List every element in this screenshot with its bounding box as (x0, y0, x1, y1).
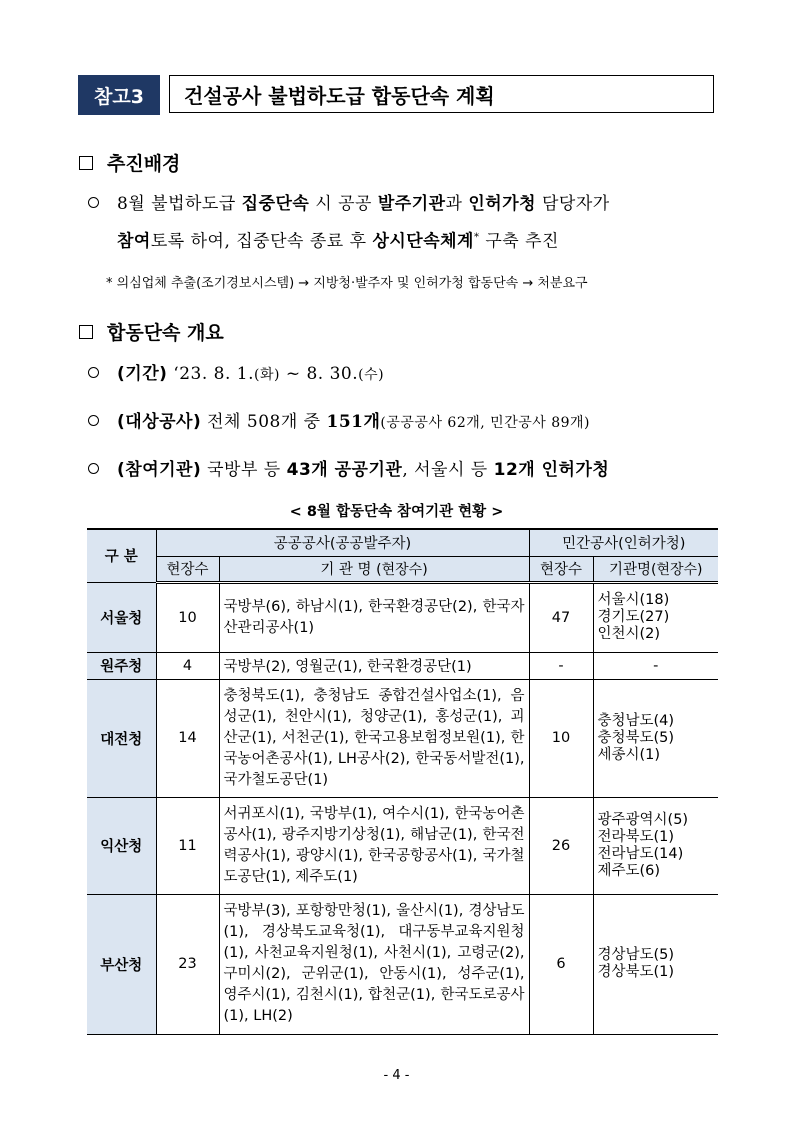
region-name: 서울청 (87, 582, 156, 652)
region-name: 원주청 (87, 652, 156, 679)
public-agencies: 충청북도(1), 충청남도 종합건설사업소(1), 음성군(1), 천안시(1), 청양군(1), 홍성군(1), 괴산군(1), 서천군(1), 한국고용보험정보원(1), 한국농어촌공사(1), LH공사(2), 한국동서발전(1), 국가철도공단(1) (219, 679, 529, 797)
page-title: 건설공사 불법하도급 합동단속 계획 (169, 75, 714, 113)
private-sites: 26 (529, 797, 593, 894)
circle-bullet-icon (88, 197, 99, 208)
header-sites: 현장수 (156, 556, 219, 582)
section-title: 합동단속 개요 (107, 322, 224, 344)
background-bullet: 8월 불법하도급 집중단속 시 공공 발주기관과 인허가청 담당자가 (88, 188, 610, 220)
header-agencies: 기 관 명 (현장수) (219, 556, 529, 582)
header-sites-private: 현장수 (529, 556, 593, 582)
public-agencies: 국방부(3), 포항항만청(1), 울산시(1), 경상남도(1), 경상북도교육청(1), 대구동부교육지원청(1), 사천교육지원청(1), 사천시(1), 고령군(2), 구미시(2), 군위군(1), 안동시(1), 성주군(1), 영주시(1), 김천시(1), 합천군(1), 한국도로공사(1), LH(2) (219, 894, 529, 1034)
table-row (87, 679, 718, 797)
page-number: - 4 - (383, 1068, 410, 1083)
public-sites: 10 (156, 582, 219, 652)
header-group: 구 분 (87, 529, 156, 582)
target-bullet: (대상공사) 전체 508개 중 151개(공공공사 62개, 민간공사 89개) (88, 406, 590, 439)
header-agencies-private: 기관명(현장수) (593, 556, 718, 582)
section-title: 추진배경 (107, 153, 181, 175)
private-agencies: 광주광역시(5) 전라북도(1) 전라남도(14) 제주도(6) (593, 797, 718, 894)
header-private: 민간공사(인허가청) (529, 529, 718, 556)
period-bullet: (기간) ‘23. 8. 1.(화) ~ 8. 30.(수) (88, 358, 384, 391)
circle-bullet-icon (88, 415, 99, 426)
public-sites: 23 (156, 894, 219, 1034)
section-header (78, 75, 495, 115)
square-bullet-icon (79, 325, 93, 339)
public-agencies: 국방부(6), 하남시(1), 한국환경공단(2), 한국자산관리공사(1) (219, 582, 529, 652)
private-sites: 47 (529, 582, 593, 652)
private-agencies: - (593, 652, 718, 679)
circle-bullet-icon (88, 367, 99, 378)
table-caption: < 8월 합동단속 참여기관 현황 > (289, 504, 504, 520)
table-row (87, 894, 718, 1034)
public-sites: 4 (156, 652, 219, 679)
reference-tag: 참고3 (78, 75, 160, 115)
table-row (87, 652, 718, 679)
section-background-heading (79, 149, 180, 176)
private-sites: 10 (529, 679, 593, 797)
table-row (87, 582, 718, 652)
header-public: 공공공사(공공발주자) (156, 529, 529, 556)
agency-table (87, 528, 718, 1035)
table-row (87, 797, 718, 894)
public-agencies: 서귀포시(1), 국방부(1), 여수시(1), 한국농어촌공사(1), 광주지방기상청(1), 해남군(1), 한국전력공사(1), 광양시(1), 한국공항공사(1), 국가철도공단(1), 제주도(1) (219, 797, 529, 894)
circle-bullet-icon (88, 463, 99, 474)
public-sites: 11 (156, 797, 219, 894)
private-agencies: 서울시(18) 경기도(27) 인천시(2) (593, 582, 718, 652)
region-name: 익산청 (87, 797, 156, 894)
private-agencies: 경상남도(5) 경상북도(1) (593, 894, 718, 1034)
private-sites: - (529, 652, 593, 679)
public-sites: 14 (156, 679, 219, 797)
region-name: 대전청 (87, 679, 156, 797)
region-name: 부산청 (87, 894, 156, 1034)
private-sites: 6 (529, 894, 593, 1034)
background-bullet-cont: 참여토록 하여, 집중단속 종료 후 상시단속체계* 구축 추진 (117, 231, 559, 252)
footnote: * 의심업체 추출(조기경보시스템) → 지방청·발주자 및 인허가청 합동단속 → 처분요구 (106, 276, 588, 291)
private-agencies: 충청남도(4) 충청북도(5) 세종시(1) (593, 679, 718, 797)
agency-bullet: (참여기관) 국방부 등 43개 공공기관, 서울시 등 12개 인허가청 (88, 454, 609, 486)
square-bullet-icon (79, 156, 93, 170)
section-overview-heading (79, 318, 224, 345)
public-agencies: 국방부(2), 영월군(1), 한국환경공단(1) (219, 652, 529, 679)
